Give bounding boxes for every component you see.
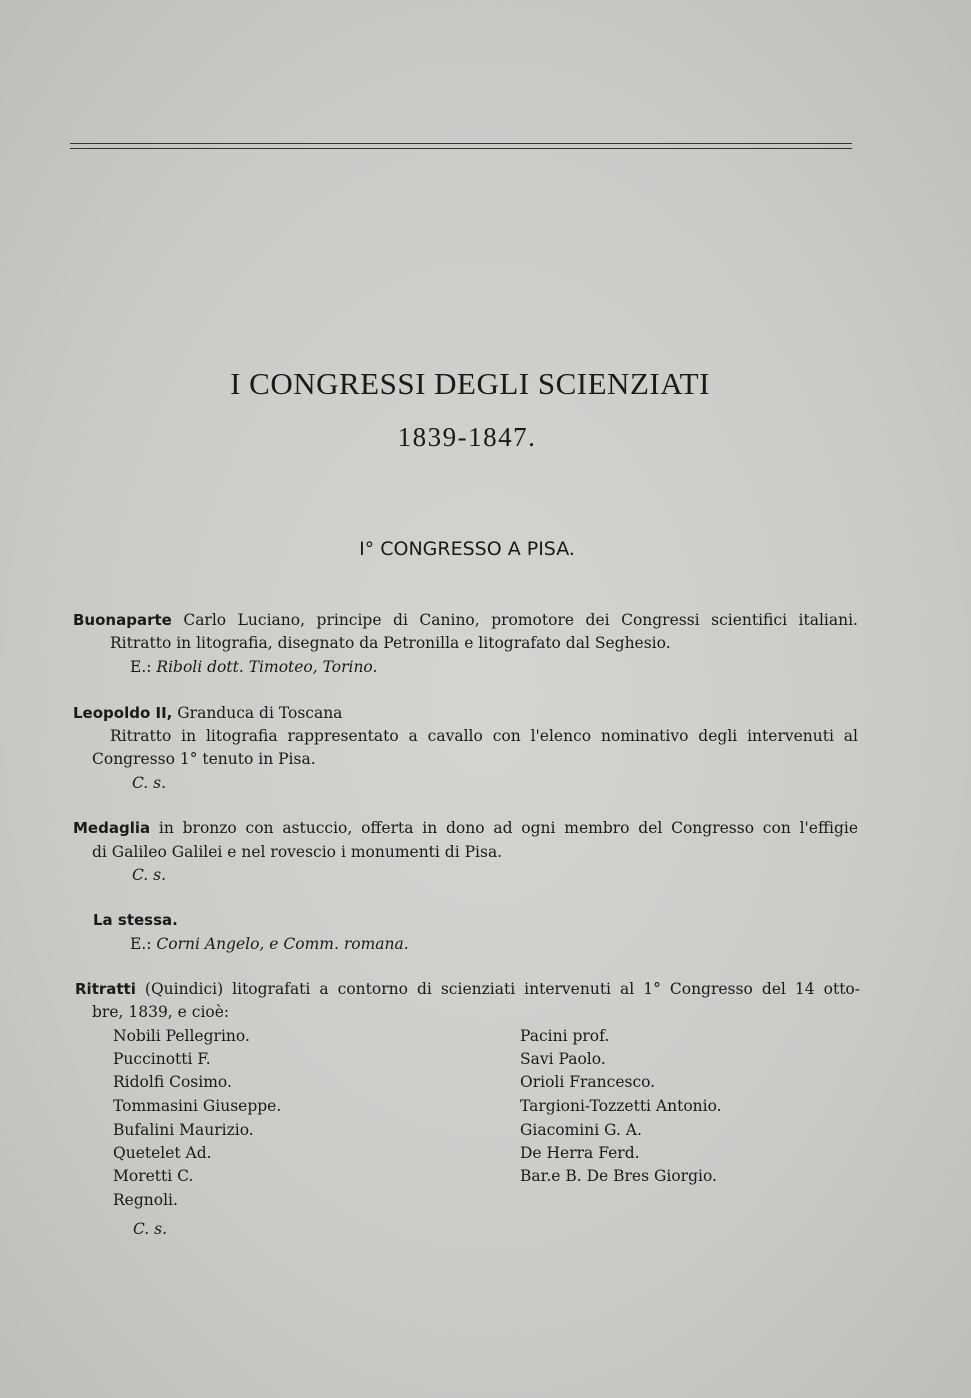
entry-buonaparte-name: Buonaparte	[73, 611, 172, 629]
entry-leopoldo-line2: Ritratto in litografia rappresentato a cavallo con l'elenco nominativo degli intervenuti al	[110, 727, 858, 745]
section-heading: I° CONGRESSO A PISA.	[359, 538, 575, 560]
list-item-left: Bufalini Maurizio.	[113, 1121, 254, 1139]
header-rule-double	[70, 148, 852, 149]
entry-ritratti-line1: Ritratti (Quindici) litografati a contorno di scienziati intervenuti al 1° Congresso del 14 otto-	[75, 980, 860, 998]
list-item-right: Orioli Francesco.	[520, 1073, 656, 1091]
entry-leopoldo-name: Leopoldo II,	[73, 704, 173, 722]
list-item-left: Moretti C.	[113, 1167, 194, 1185]
entry-leopoldo-line3: Congresso 1° tenuto in Pisa.	[92, 750, 316, 768]
entry-ritratti-name: Ritratti	[75, 980, 136, 998]
entry-medaglia-name: Medaglia	[73, 819, 151, 837]
list-item-right: Pacini prof.	[520, 1027, 610, 1045]
list-item-left: Puccinotti F.	[113, 1050, 211, 1068]
entry-medaglia-cs: C. s.	[132, 866, 167, 884]
list-item-right: Savi Paolo.	[520, 1050, 606, 1068]
entry-medaglia-line2: di Galileo Galilei e nel rovescio i monumenti di Pisa.	[92, 843, 503, 861]
list-item-left: Tommasini Giuseppe.	[113, 1097, 282, 1115]
entry-buonaparte-editor: E.: Riboli dott. Timoteo, Torino.	[130, 658, 378, 676]
list-item-right: Giacomini G. A.	[520, 1121, 642, 1139]
entry-stessa-editor: E.: Corni Angelo, e Comm. romana.	[130, 935, 409, 953]
list-item-left: Regnoli.	[113, 1191, 178, 1209]
entry-leopoldo-line1: Leopoldo II, Granduca di Toscana	[73, 704, 343, 722]
entry-ritratti-cs: C. s.	[133, 1220, 168, 1238]
list-item-left: Quetelet Ad.	[113, 1144, 212, 1162]
entry-stessa-name: La stessa.	[93, 911, 178, 929]
entry-medaglia-line1: Medaglia in bronzo con astuccio, offerta in dono ad ogni membro del Congresso con l'effigie	[73, 819, 858, 837]
list-item-right: Targioni-Tozzetti Antonio.	[520, 1097, 722, 1115]
list-item-left: Ridolfi Cosimo.	[113, 1073, 232, 1091]
entry-buonaparte-line1: Buonaparte Carlo Luciano, principe di Canino, promotore dei Congressi scientifici italiani.	[73, 611, 858, 629]
header-rule	[70, 143, 852, 144]
list-item-left: Nobili Pellegrino.	[113, 1027, 250, 1045]
page-title: I CONGRESSI DEGLI SCIENZIATI	[230, 366, 710, 401]
list-item-right: Bar.e B. De Bres Giorgio.	[520, 1167, 717, 1185]
list-item-right: De Herra Ferd.	[520, 1144, 640, 1162]
entry-ritratti-line2: bre, 1839, e cioè:	[92, 1003, 230, 1021]
entry-leopoldo-cs: C. s.	[132, 774, 167, 792]
entry-buonaparte-line2: Ritratto in litografia, disegnato da Petronilla e litografato dal Seghesio.	[110, 634, 671, 652]
page-years: 1839-1847.	[397, 422, 537, 452]
